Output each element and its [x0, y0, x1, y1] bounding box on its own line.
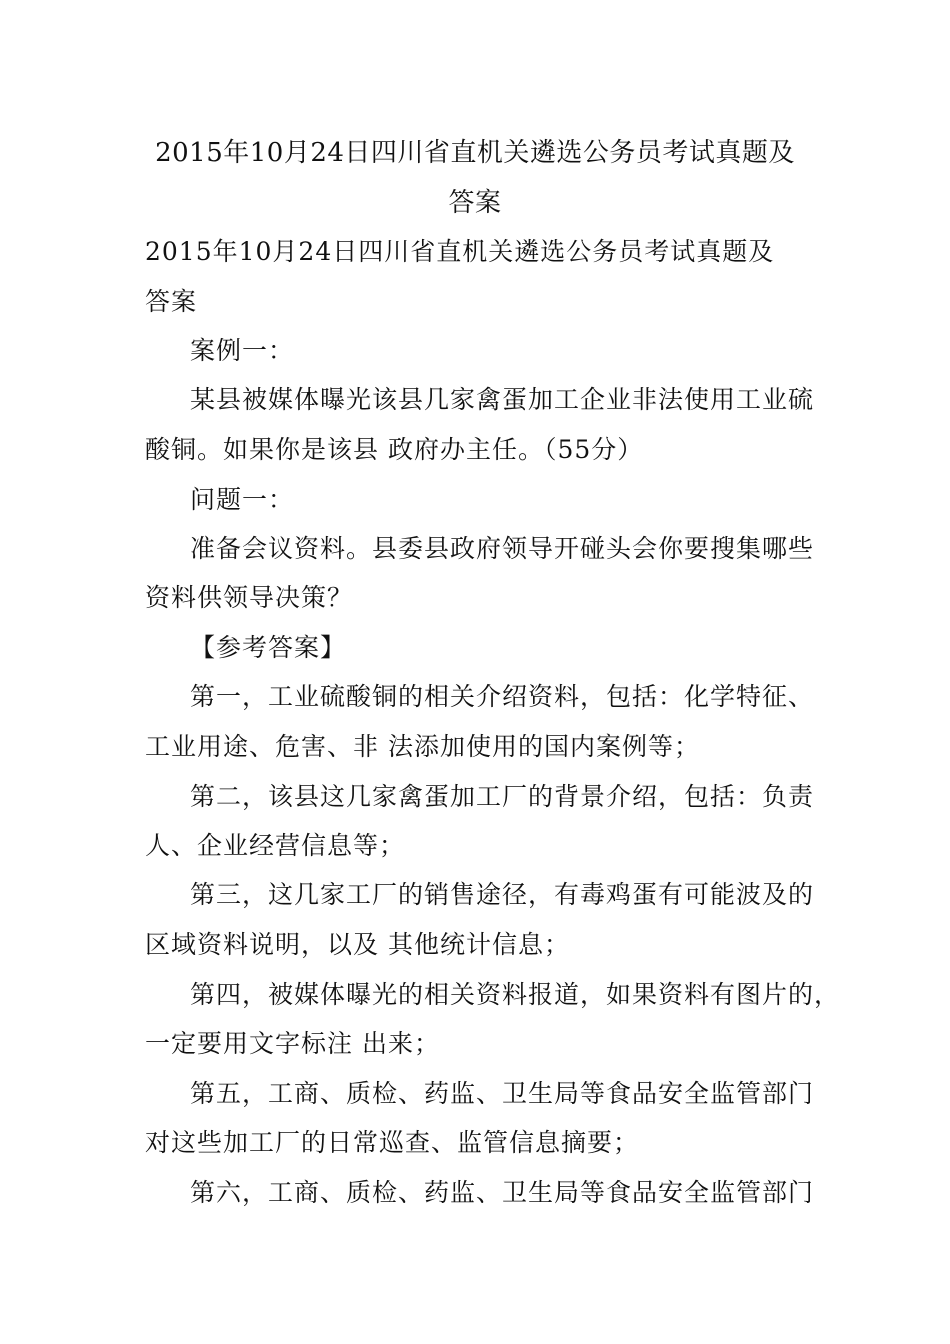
paragraph-line: 第六，工商、质检、药监、卫生局等食品安全监管部门: [190, 1178, 815, 1207]
document-title-line-2: 答案: [448, 188, 502, 218]
paragraph-line: 准备会议资料。县委县政府领导开碰头会你要搜集哪些: [190, 534, 815, 563]
paragraph-line: 第三，这几家工厂的销售途径，有毒鸡蛋有可能波及的: [190, 880, 815, 909]
paragraph-line: 一定要用文字标注 出来；: [145, 1029, 440, 1058]
question-label: 问题一：: [190, 485, 295, 514]
paragraph-line: 资料供领导决策？: [145, 583, 354, 612]
paragraph-line: 工业用途、危害、非 法添加使用的国内案例等；: [145, 732, 700, 761]
paragraph-line: 对这些加工厂的日常巡查、监管信息摘要；: [145, 1128, 640, 1157]
paragraph-line: 区域资料说明，以及 其他统计信息；: [145, 930, 570, 959]
paragraph-line: 人、企业经营信息等；: [145, 831, 406, 860]
answer-label: 【参考答案】: [190, 633, 347, 662]
paragraph-line: 第二，该县这几家禽蛋加工厂的背景介绍，包括：负责: [190, 782, 815, 811]
heading-line-2: 答案: [145, 287, 198, 316]
paragraph-line: 第一，工业硫酸铜的相关介绍资料，包括：化学特征、: [190, 682, 815, 711]
case-label: 案例一：: [190, 336, 295, 365]
paragraph-line: 第四，被媒体曝光的相关资料报道，如果资料有图片的，: [190, 980, 841, 1009]
paragraph-line: 酸铜。如果你是该县 政府办主任。（55分）: [145, 435, 644, 464]
heading-line-1: 2015年10月24日四川省直机关遴选公务员考试真题及: [145, 237, 775, 266]
paragraph-line: 第五，工商、质检、药监、卫生局等食品安全监管部门: [190, 1079, 815, 1108]
document-title-line-1: 2015年10月24日四川省直机关遴选公务员考试真题及: [155, 138, 795, 168]
paragraph-line: 某县被媒体曝光该县几家禽蛋加工企业非法使用工业硫: [190, 385, 815, 414]
